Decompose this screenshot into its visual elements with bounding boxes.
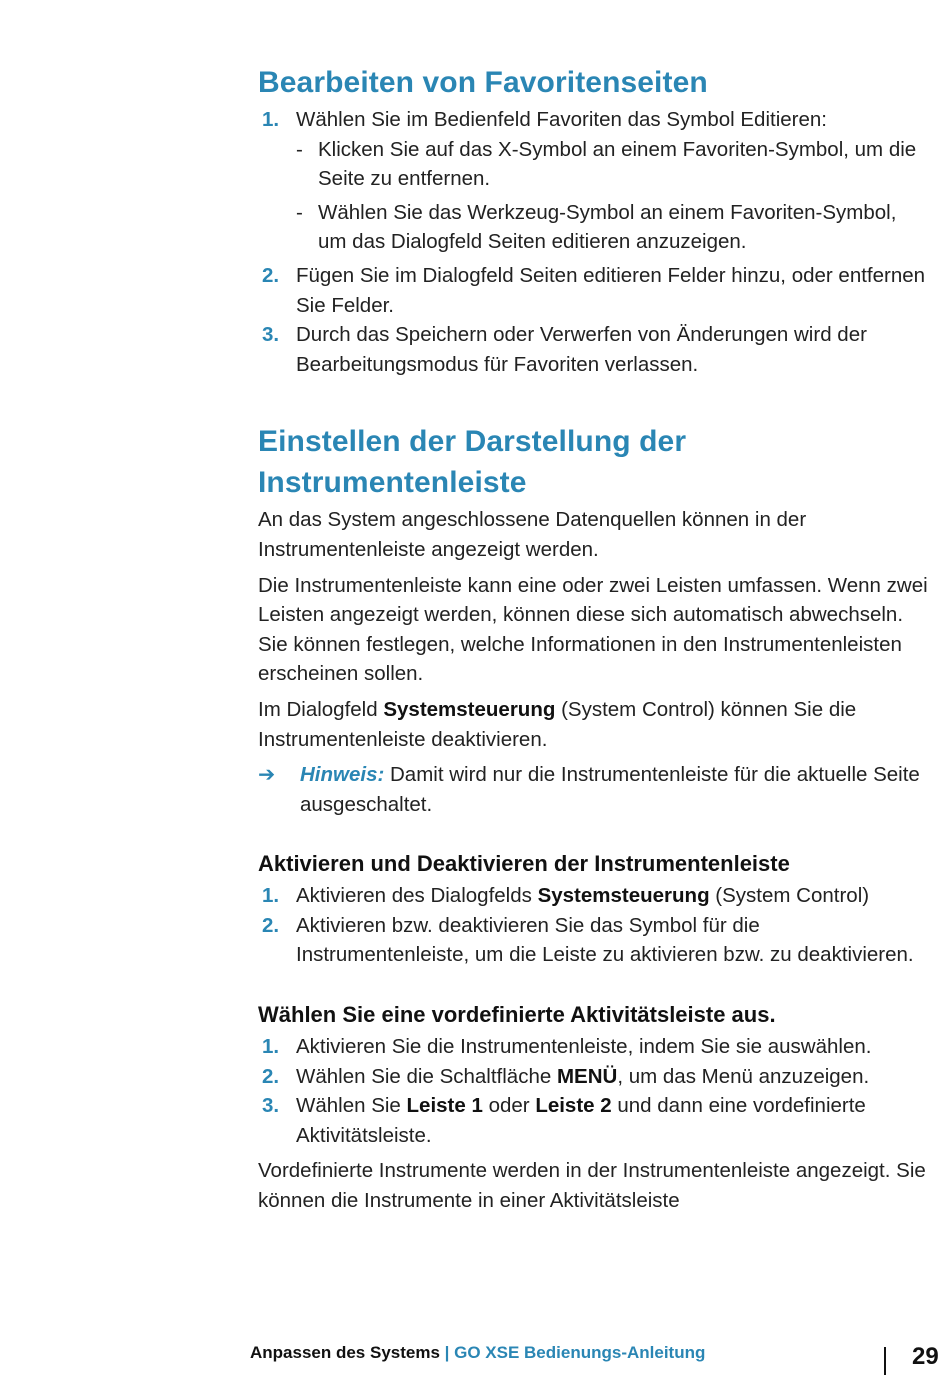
list-item (258, 1032, 930, 1062)
step-text: Wählen Sie im Bedienfeld Favoriten das Symbol Editieren: (296, 108, 827, 131)
list-item (258, 1062, 930, 1092)
subsection-title-activity-bar: Wählen Sie eine vordefinierte Aktivitätsleiste aus. (258, 1002, 776, 1028)
footer-separator: | (439, 1343, 455, 1362)
spacer (258, 379, 930, 421)
step-text: Durch das Speichern oder Verwerfen von Änderungen wird der Bearbeitungsmodus für Favoriten verlassen. (296, 323, 867, 376)
dash-bullet: - (296, 137, 303, 161)
list-item (258, 320, 930, 379)
footer-divider (884, 1347, 886, 1375)
paragraph: Vordefinierte Instrumente werden in der Instrumentenleiste angezeigt. Sie können die Instrumente in einer Aktivitätsleiste (258, 1159, 926, 1213)
subsection-title-toggle: Aktivieren und Deaktivieren der Instrumentenleiste (258, 851, 790, 877)
bold-term: Leiste 2 (535, 1094, 612, 1118)
text-run: Im Dialogfeld (258, 697, 384, 721)
list-item (258, 911, 930, 970)
list-item (258, 261, 930, 320)
step-text: Aktivieren Sie die Instrumentenleiste, indem Sie sie auswählen. (296, 1035, 872, 1059)
list-item (258, 105, 930, 257)
paragraph: An das System angeschlossene Datenquellen können in der Instrumentenleiste angezeigt werden. (258, 508, 807, 561)
text-run: (System Control) (709, 884, 870, 908)
bold-term: Leiste 1 (406, 1094, 483, 1118)
sub-list-item (296, 198, 930, 257)
page-content (258, 62, 930, 1222)
spacer (258, 970, 930, 1000)
sub-item-text: Wählen Sie das Werkzeug-Symbol an einem Favoriten-Symbol, um das Dialogfeld Seiten editieren anzuzeigen. (318, 200, 897, 254)
step-number: 1. (262, 1035, 280, 1059)
bold-term: Systemsteuerung (383, 697, 556, 721)
bold-term: Systemsteuerung (537, 884, 710, 908)
note-label: Hinweis: (300, 763, 385, 787)
step-number: 2. (262, 913, 280, 937)
section-title-favorites: Bearbeiten von Favoritenseiten (258, 66, 708, 99)
note-text: Damit wird nur die Instrumentenleiste für die aktuelle Seite ausgeschaltet. (300, 763, 920, 816)
text-run: (System Control) können Sie die Instrumentenleiste deaktivieren. (258, 697, 857, 751)
footer-manual-title: GO XSE Bedienungs-Anleitung (454, 1343, 706, 1362)
page-footer (250, 1343, 950, 1373)
list-item (258, 881, 930, 911)
section-title-instrument-bar: Einstellen der Darstellung der Instrumentenleiste (258, 425, 687, 500)
note (258, 760, 930, 819)
arrow-right-icon: ➔ (258, 763, 276, 787)
text-run: Wählen Sie die Schaltfläche (296, 1064, 557, 1088)
text-run: oder (482, 1094, 536, 1118)
sub-list (296, 135, 930, 257)
footer-chapter: Anpassen des Systems (250, 1343, 440, 1362)
step-number: 3. (262, 1094, 280, 1118)
list-item (258, 1091, 930, 1150)
sub-item-text: Klicken Sie auf das X-Symbol an einem Favoriten-Symbol, um die Seite zu entfernen. (318, 137, 917, 191)
step-number: 2. (262, 263, 280, 287)
step-text: Fügen Sie im Dialogfeld Seiten editieren Felder hinzu, oder entfernen Sie Felder. (296, 263, 926, 317)
sub-list-item (296, 135, 930, 194)
step-number: 3. (262, 323, 280, 347)
text-run: und dann eine vordefinierte Aktivitätsleiste. (296, 1094, 866, 1147)
paragraph: Die Instrumentenleiste kann eine oder zwei Leisten umfassen. Wenn zwei Leisten angezeigt werden, können diese sich automatisch abwechseln. Sie können festlegen, welche Informationen in den Instrumentenleisten erscheinen sollen. (258, 573, 928, 686)
dash-bullet: - (296, 200, 303, 224)
favorites-steps (258, 105, 930, 379)
spacer (258, 819, 930, 849)
toggle-steps (258, 881, 930, 970)
text-run: Aktivieren des Dialogfelds (296, 884, 538, 908)
step-number: 2. (262, 1064, 280, 1088)
step-number: 1. (262, 884, 280, 908)
step-text: Aktivieren bzw. deaktivieren Sie das Symbol für die Instrumentenleiste, um die Leiste zu aktivieren bzw. zu deaktivieren. (296, 913, 914, 967)
text-run: , um das Menü anzuzeigen. (617, 1064, 870, 1088)
activity-steps (258, 1032, 930, 1150)
bold-term: MENÜ (556, 1064, 618, 1088)
page-number: 29 (912, 1343, 939, 1370)
text-run: Wählen Sie (296, 1094, 407, 1118)
step-number: 1. (262, 108, 280, 131)
paragraph (258, 695, 930, 754)
